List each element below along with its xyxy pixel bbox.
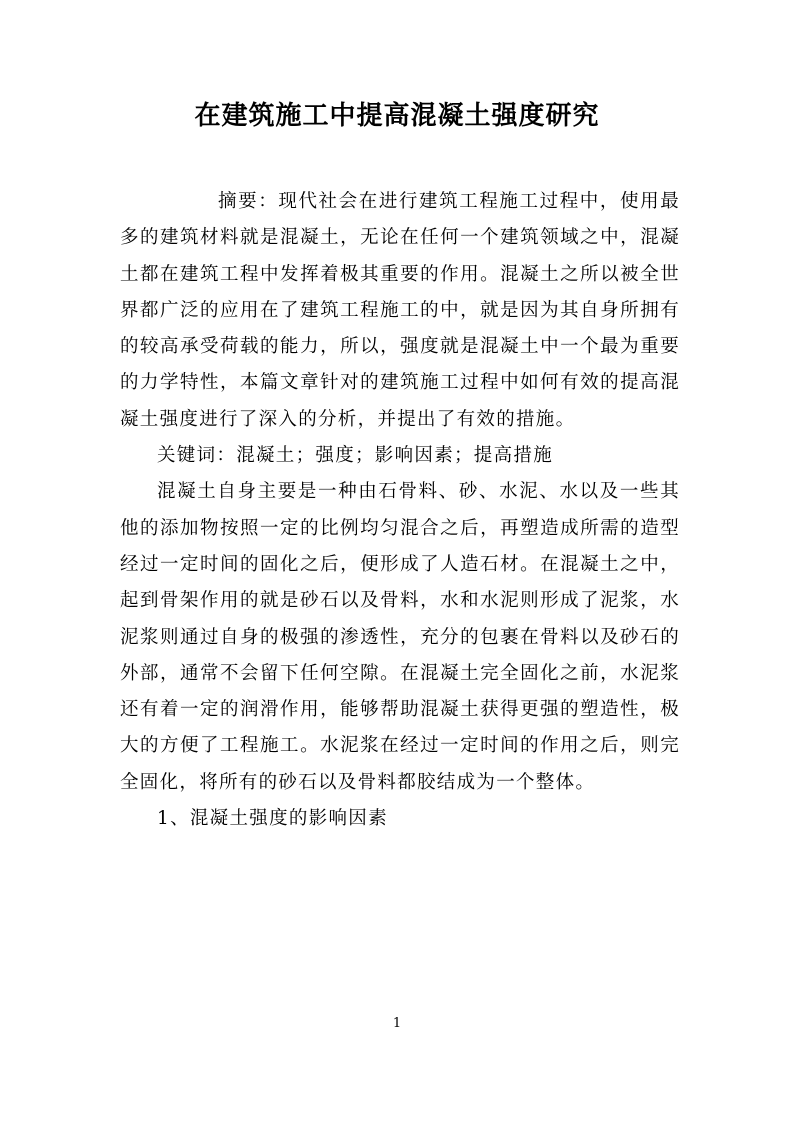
keywords-paragraph: 关键词：混凝土；强度；影响因素；提高措施: [157, 445, 554, 467]
section-heading: 1、混凝土强度的影响因素: [157, 808, 388, 830]
abstract-paragraph: 摘要：现代社会在进行建筑工程施工过程中，使用最多的建筑材料就是混凝土，无论在任何一个建筑领域之中，混凝土都在建筑工程中发挥着极其重要的作用。混凝土之所以被全世界都广泛的应用在了建筑工程施工的中，就是因为其自身所拥有的较高承受荷载的能力，所以，强度就是混凝土中一个最为重要的力学特性，本篇文章针对的建筑施工过程中如何有效的提高混凝土强度进行了深入的分析，并提出了有效的措施。: [120, 191, 680, 430]
introduction-paragraph: 混凝土自身主要是一种由石骨料、砂、水泥、水以及一些其他的添加物按照一定的比例均匀混合之后，再塑造成所需的造型经过一定时间的固化之后，便形成了人造石材。在混凝土之中，起到骨架作用的就是砂石以及骨料，水和水泥则形成了泥浆，水泥浆则通过自身的极强的渗透性，充分的包裹在骨料以及砂石的外部，通常不会留下任何空隙。在混凝土完全固化之前，水泥浆还有着一定的润滑作用，能够帮助混凝土获得更强的塑造性，极大的方便了工程施工。水泥浆在经过一定时间的作用之后，则完全固化，将所有的砂石以及骨料都胶结成为一个整体。: [120, 481, 680, 793]
document-title: 在建筑施工中提高混凝土强度研究: [194, 101, 600, 131]
page-number: 1: [392, 1016, 402, 1031]
document-body: [120, 184, 680, 837]
